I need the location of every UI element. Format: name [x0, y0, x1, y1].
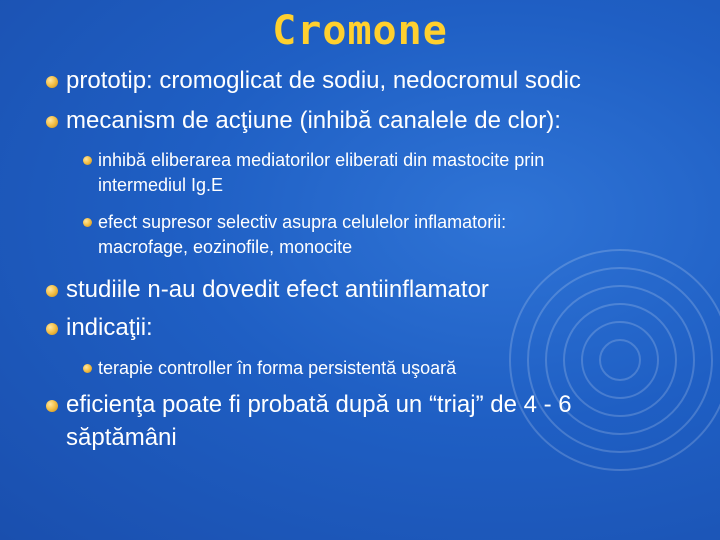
- sub-bullet-text: intermediul Ig.E: [98, 175, 224, 195]
- bullet-text: studiile n-au dovedit efect antiinflamator: [66, 276, 489, 303]
- bullet-item: [66, 313, 153, 343]
- bullet-text: eficienţa poate fi probată după un “triaj” de 4 - 6: [66, 391, 572, 418]
- gold-bullet-icon: [83, 218, 92, 227]
- bullet-item: [66, 275, 489, 305]
- gold-bullet-icon: [46, 323, 58, 335]
- bullet-text: săptămâni: [66, 424, 177, 451]
- sub-bullet-text: inhibă eliberarea mediatorilor eliberati din mastocite prin: [98, 150, 545, 170]
- gold-bullet-icon: [83, 156, 92, 165]
- bullet-item: [66, 106, 561, 136]
- sub-bullet-item: [98, 356, 456, 380]
- bullet-text: prototip: cromoglicat de sodiu, nedocromul sodic: [66, 67, 581, 94]
- gold-bullet-icon: [83, 364, 92, 373]
- sub-bullet-text: macrofage, eozinofile, monocite: [98, 237, 353, 257]
- bullet-continuation: [66, 423, 177, 453]
- gold-bullet-icon: [46, 400, 58, 412]
- bullet-item: [66, 390, 572, 420]
- sub-bullet-continuation: [98, 173, 223, 197]
- sub-bullet-continuation: [98, 235, 352, 259]
- gold-bullet-icon: [46, 116, 58, 128]
- gold-bullet-icon: [46, 285, 58, 297]
- gold-bullet-icon: [46, 76, 58, 88]
- ripple-decoration: [500, 240, 720, 480]
- slide-title: Cromone: [272, 8, 448, 54]
- sub-bullet-text: efect supresor selectiv asupra celulelor inflamatorii:: [98, 212, 507, 232]
- sub-bullet-text: terapie controller în forma persistentă uşoară: [98, 358, 457, 378]
- sub-bullet-item: [98, 148, 544, 172]
- bullet-text: mecanism de acţiune (inhibă canalele de clor):: [66, 107, 561, 134]
- bullet-item: [66, 66, 581, 96]
- sub-bullet-item: [98, 210, 506, 234]
- bullet-text: indicaţii:: [66, 314, 153, 341]
